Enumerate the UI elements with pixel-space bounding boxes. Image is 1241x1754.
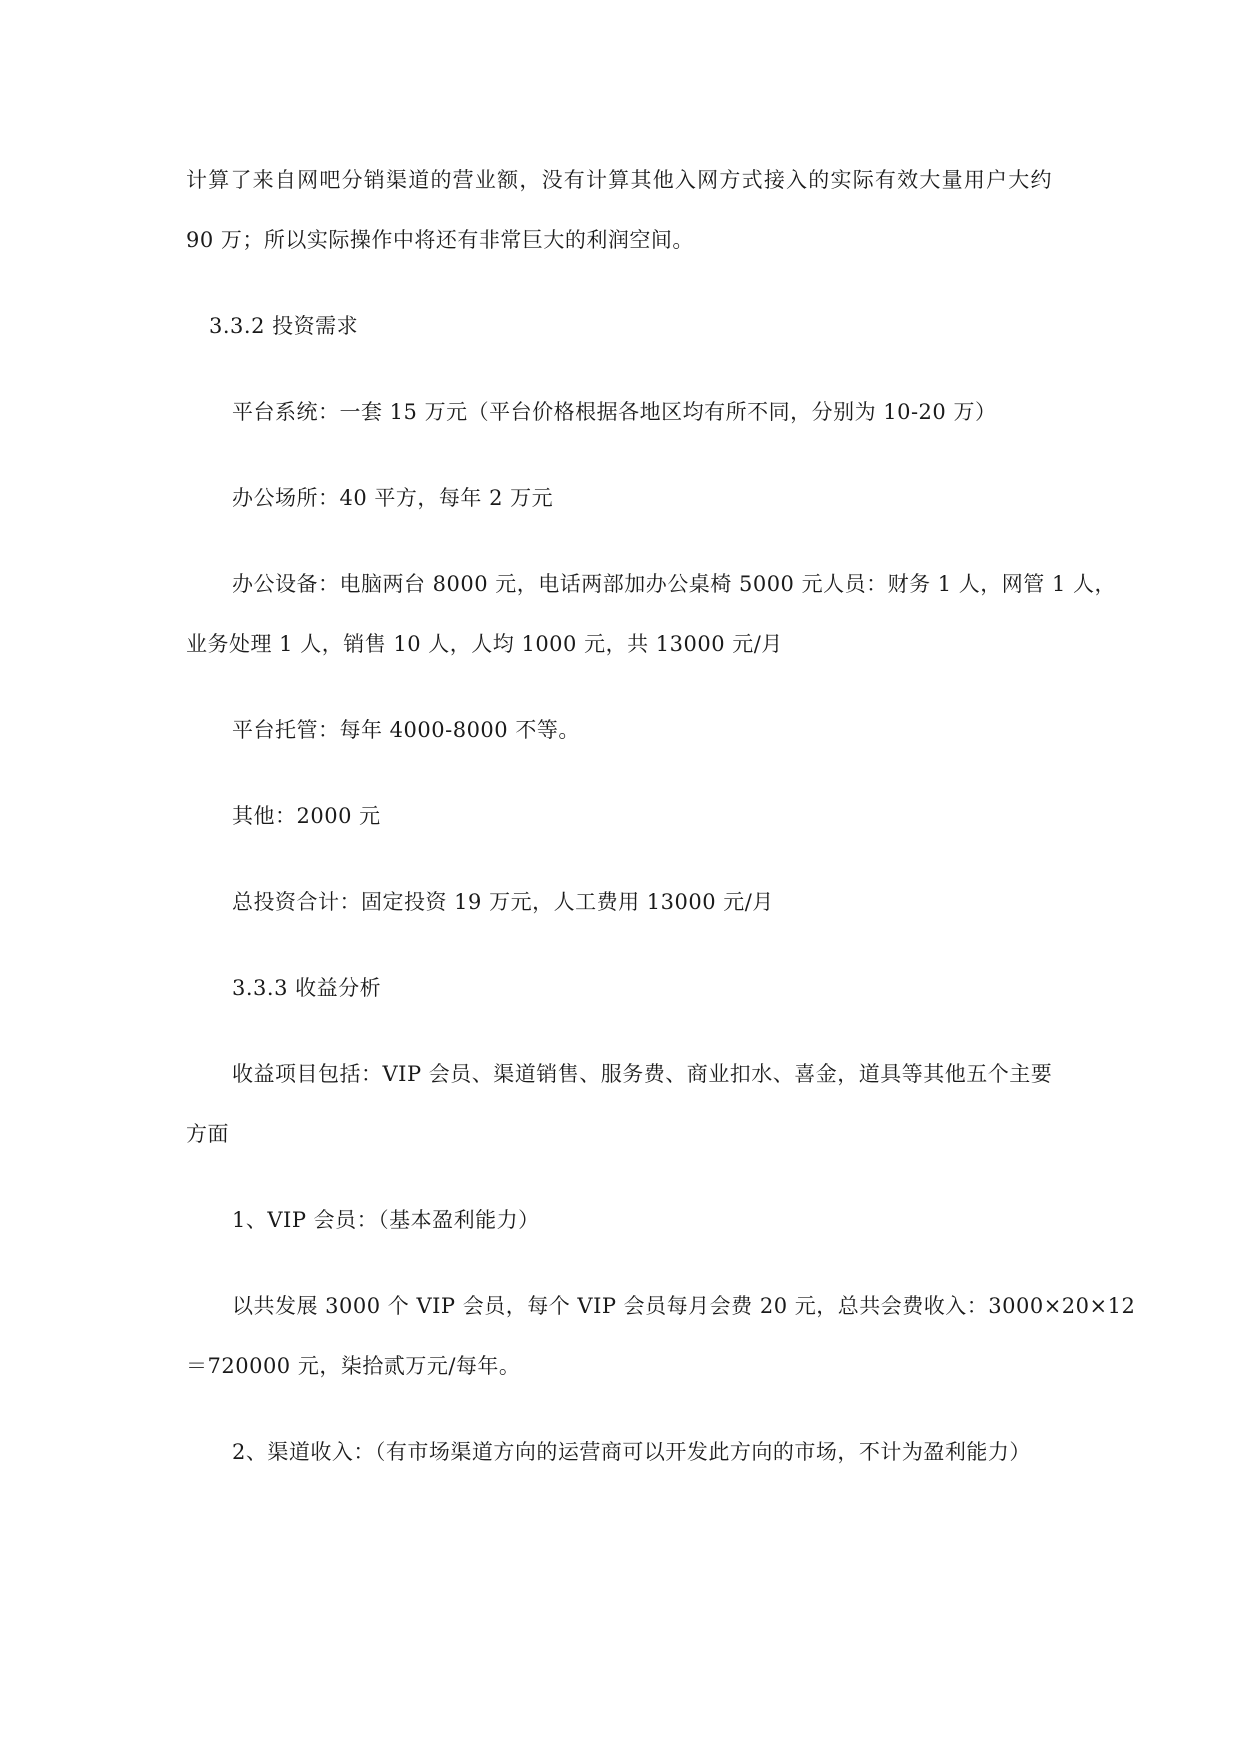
paragraph-line: 1、VIP 会员：（基本盈利能力） bbox=[232, 1208, 540, 1232]
section-heading: 3.3.2 投资需求 bbox=[209, 314, 359, 338]
paragraph-line: 方面 bbox=[186, 1122, 229, 1146]
paragraph-line: 总投资合计：固定投资 19 万元，人工费用 13000 元/月 bbox=[232, 890, 774, 914]
paragraph-line: 办公设备：电脑两台 8000 元，电话两部加办公桌椅 5000 元人员：财务 1 人，网管 1 人， bbox=[232, 572, 1117, 596]
paragraph-line: 其他：2000 元 bbox=[232, 804, 381, 828]
paragraph-line: ＝720000 元，柒拾贰万元/每年。 bbox=[186, 1354, 521, 1378]
paragraph-line: 以共发展 3000 个 VIP 会员，每个 VIP 会员每月会费 20 元，总共会费收入：3000×20×12 bbox=[232, 1294, 1136, 1318]
paragraph-line: 平台托管：每年 4000-8000 不等。 bbox=[232, 718, 580, 742]
paragraph-line: 平台系统：一套 15 万元（平台价格根据各地区均有所不同，分别为 10-20 万） bbox=[232, 400, 997, 424]
paragraph-line: 办公场所：40 平方，每年 2 万元 bbox=[232, 486, 554, 510]
section-heading: 3.3.3 收益分析 bbox=[232, 976, 382, 1000]
paragraph-line: 90 万；所以实际操作中将还有非常巨大的利润空间。 bbox=[186, 228, 694, 252]
paragraph-line: 业务处理 1 人，销售 10 人，人均 1000 元，共 13000 元/月 bbox=[186, 632, 783, 656]
paragraph-line: 2、渠道收入：（有市场渠道方向的运营商可以开发此方向的市场，不计为盈利能力） bbox=[232, 1440, 1031, 1464]
paragraph-line: 收益项目包括：VIP 会员、渠道销售、服务费、商业扣水、喜金，道具等其他五个主要 bbox=[232, 1062, 1053, 1086]
paragraph-line: 计算了来自网吧分销渠道的营业额，没有计算其他入网方式接入的实际有效大量用户大约 bbox=[186, 168, 1052, 192]
